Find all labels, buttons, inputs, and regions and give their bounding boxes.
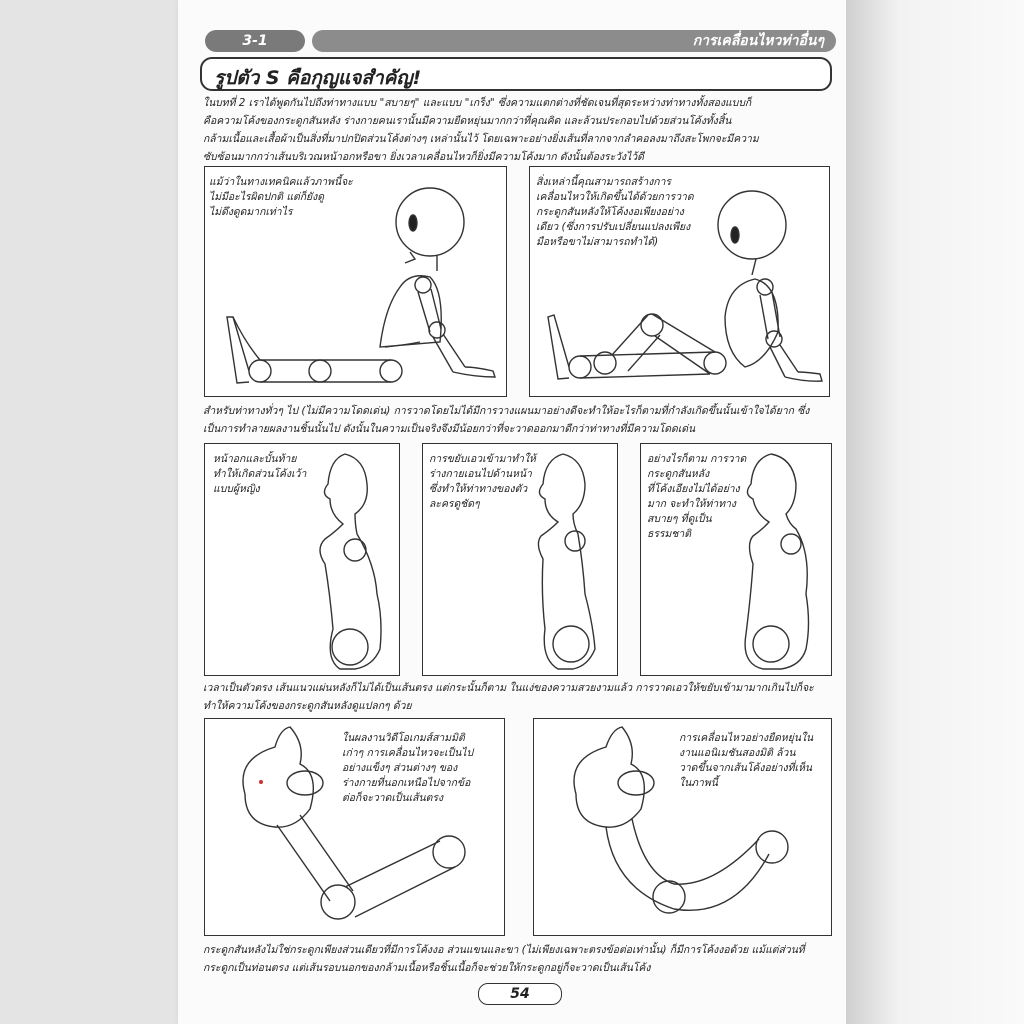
caption-line: เคลื่อนไหวให้เกิดขึ้นได้ด้วยการวาด bbox=[536, 191, 694, 203]
caption-line: สิ่งเหล่านี้คุณสามารถสร้างการ bbox=[536, 176, 671, 188]
section-title-box bbox=[200, 57, 832, 91]
caption-line: กระดูกสันหลัง bbox=[647, 468, 710, 480]
panel-sitting-straight bbox=[204, 166, 507, 397]
caption-line: ร่างกายที่นอกเหนือไปจากข้อ bbox=[342, 777, 471, 789]
panel-caption bbox=[209, 175, 353, 220]
section-title: รูปตัว S คือกุญแจสำคัญ! bbox=[214, 67, 422, 89]
caption-line: งานแอนิเมชันสองมิติ ล้วน bbox=[679, 747, 796, 759]
panel-torso-3 bbox=[640, 443, 832, 676]
caption-line: วาดขึ้นจากเส้นโค้งอย่างที่เห็น bbox=[679, 762, 813, 774]
page-gutter bbox=[846, 0, 1024, 1024]
caption-line: ไม่มีอะไรผิดปกติ แต่ก็ยังดู bbox=[209, 191, 324, 203]
text-line: ในบทที่ 2 เราได้พูดกันไปถึงท่าทางแบบ "สบายๆ" และแบบ "เกร็ง" ซึ่งความแตกต่างที่ชัดเจนที่สุดระหว่างท่าทางทั้งสองแบบก็ bbox=[203, 97, 752, 109]
section-number: 3-1 bbox=[205, 30, 305, 52]
caption-line: ในผลงานวิดีโอเกมส์สามมิติ bbox=[342, 732, 465, 744]
text-line: สำหรับท่าทางทั่วๆ ไป (ไม่มีความโดดเด่น) การวาดโดยไม่ได้มีการวางแผนมาอย่างดีจะทำให้อะไรก็ตามที่กำลังเกิดขึ้นนั้นเข้าใจได้ยาก ซึ่ง bbox=[203, 405, 810, 417]
caption-line: ที่โค้งเอียงไม่ได้อย่าง bbox=[647, 483, 740, 495]
caption-line: การเคลื่อนไหวอย่างยืดหยุ่นใน bbox=[679, 732, 814, 744]
caption-line: ธรรมชาติ bbox=[647, 528, 691, 540]
caption-line: กระดูกสันหลังให้โค้งงอเพียงอย่าง bbox=[536, 206, 684, 218]
panel-torso-1 bbox=[204, 443, 400, 676]
paragraph-2 bbox=[203, 402, 835, 438]
caption-line: อย่างไรก็ตาม การวาด bbox=[647, 453, 747, 465]
panel-caption bbox=[213, 452, 306, 497]
paragraph-3 bbox=[203, 679, 835, 715]
panel-stiff-figure bbox=[204, 718, 505, 936]
caption-line: แบบผู้หญิง bbox=[213, 483, 260, 495]
panel-caption bbox=[679, 731, 813, 791]
caption-line: สบายๆ ที่ดูเป็น bbox=[647, 513, 712, 525]
panel-caption bbox=[429, 452, 536, 512]
panel-caption bbox=[342, 731, 473, 806]
caption-line: ในภาพนี้ bbox=[679, 777, 718, 789]
text-line: กระดูกสันหลังไม่ใช่กระดูกเพียงส่วนเดียวที่มีการโค้งงอ ส่วนแขนและขา (ไม่เพียงเฉพาะตรงข้อต่อเท่านั้น) ก็มีการโค้งงอด้วย แม้แต่ส่วนที่ bbox=[203, 944, 805, 956]
panel-caption bbox=[536, 175, 694, 250]
text-line: ซับซ้อนมากกว่าเส้นบริเวณหน้าอกหรือขา ยิ่งเวลาเคลื่อนไหวก็ยิ่งมีความโค้งมาก ดังนั้นต้องระวังไว้ดี bbox=[203, 151, 644, 163]
caption-line: ซึ่งทำให้ท่าทางของตัว bbox=[429, 483, 528, 495]
caption-line: ละครดูชัดๆ bbox=[429, 498, 480, 510]
page-number: 54 bbox=[478, 983, 562, 1005]
text-line: คือความโค้งของกระดูกสันหลัง ร่างกายคนเรานั้นมีความยืดหยุ่นมากกว่าที่คุณคิด และล้วนประกอบไปด้วยส่วนโค้งทั้งสิ้น bbox=[203, 115, 732, 127]
panel-sitting-curved bbox=[529, 166, 830, 397]
paragraph-4 bbox=[203, 941, 835, 977]
text-line: ทำให้ความโค้งของกระดูกสันหลังดูแปลกๆ ด้วย bbox=[203, 700, 412, 712]
caption-line: อย่างแข็งๆ ส่วนต่างๆ ของ bbox=[342, 762, 458, 774]
caption-line: มาก จะทำให้ท่าทาง bbox=[647, 498, 736, 510]
caption-line: ทำให้เกิดส่วนโค้งเว้า bbox=[213, 468, 307, 480]
caption-line: ร่างกายเอนไปด้านหน้า bbox=[429, 468, 532, 480]
caption-line: หน้าอกและบั้นท้าย bbox=[213, 453, 297, 465]
caption-line: ไม่ดึงดูดมากเท่าไร bbox=[209, 206, 293, 218]
chapter-title: การเคลื่อนไหวท่าอื่นๆ bbox=[312, 30, 836, 52]
text-line: เวลาเป็นตัวตรง เส้นแนวแผ่นหลังก็ไม่ได้เป็นเส้นตรง แต่กระนั้นก็ตาม ในแง่ของความสวยงามแล้ว การวาดเอวให้ขยับเข้ามามากเกินไปก็จะ bbox=[203, 682, 814, 694]
intro-paragraph bbox=[203, 94, 835, 166]
text-line: เป็นการทำลายผลงานชิ้นนั้นไป ดังนั้นในความเป็นจริงจึงมีน้อยกว่าที่จะวาดออกมาดีกว่าท่าทางที่มีความโดดเด่น bbox=[203, 423, 696, 435]
panel-caption bbox=[647, 452, 746, 542]
panel-torso-2 bbox=[422, 443, 618, 676]
caption-line: มือหรือขาไม่สามารถทำได้) bbox=[536, 236, 659, 248]
text-line: กระดูกเป็นท่อนตรง แต่เส้นรอบนอกของกล้ามเนื้อหรือชิ้นเนื้อก็จะช่วยให้กระดูกอยู่ก็จะวาดเป็นเส้นโค้ง bbox=[203, 962, 651, 974]
caption-line: เก่าๆ การเคลื่อนไหวจะเป็นไป bbox=[342, 747, 474, 759]
caption-line: การขยับเอวเข้ามาทำให้ bbox=[429, 453, 536, 465]
caption-line: เดียว (ซึ่งการปรับเปลี่ยนแปลงเพียง bbox=[536, 221, 691, 233]
caption-line: ต่อก็จะวาดเป็นเส้นตรง bbox=[342, 792, 444, 804]
caption-line: แม้ว่าในทางเทคนิคแล้วภาพนี้จะ bbox=[209, 176, 353, 188]
panel-flexible-figure bbox=[533, 718, 832, 936]
text-line: กล้ามเนื้อและเสื้อผ้าเป็นสิ่งที่มาปกปิดส่วนโค้งต่างๆ เหล่านั้นไว้ โดยเฉพาะอย่างยิ่งเส้นที่ลากจากลำคอลงมาถึงสะโพกจะมีความ bbox=[203, 133, 759, 145]
